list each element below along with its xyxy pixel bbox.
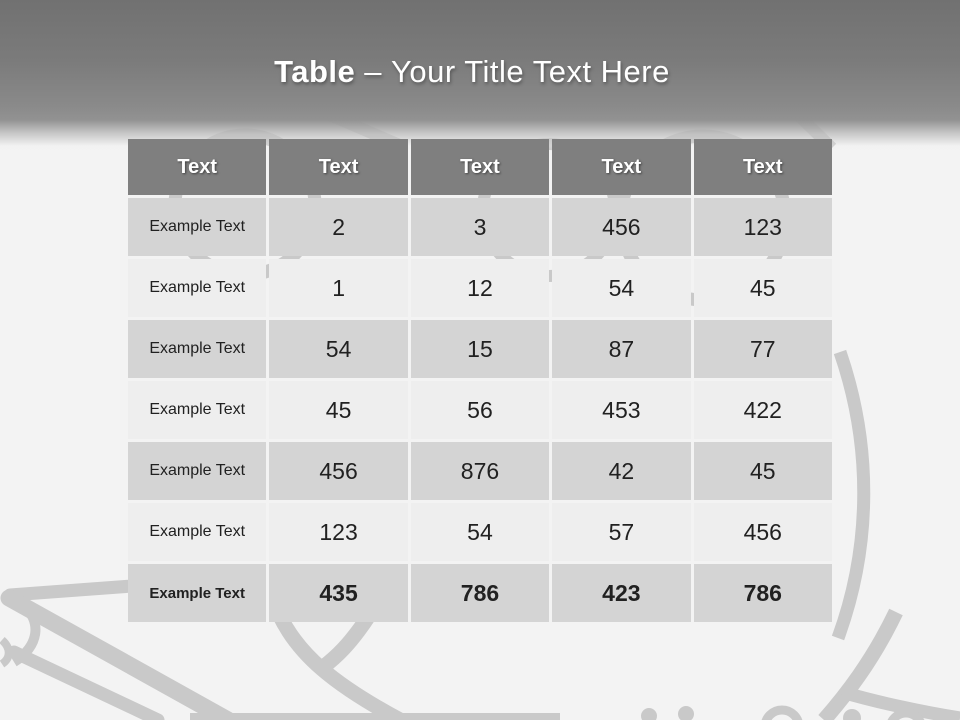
- value-cell: 2: [269, 198, 407, 256]
- table-row: [128, 198, 832, 256]
- data-table: [125, 136, 835, 625]
- value-cell: 54: [411, 503, 549, 561]
- header-cell: Text: [411, 139, 549, 195]
- value-cell: 876: [411, 442, 549, 500]
- value-cell: 453: [552, 381, 690, 439]
- slide-title: [0, 54, 944, 90]
- table-header: [128, 139, 832, 195]
- table-row: [128, 259, 832, 317]
- table-row: [128, 320, 832, 378]
- row-label-cell: Example Text: [128, 503, 266, 561]
- table-header-row: [128, 139, 832, 195]
- row-label-cell: Example Text: [128, 198, 266, 256]
- value-cell: 45: [694, 442, 832, 500]
- value-cell: 77: [694, 320, 832, 378]
- table-body: [128, 198, 832, 622]
- value-cell: 54: [269, 320, 407, 378]
- header-cell: Text: [128, 139, 266, 195]
- header-cell: Text: [694, 139, 832, 195]
- value-cell: 123: [269, 503, 407, 561]
- row-label-cell: Example Text: [128, 381, 266, 439]
- title-keyword: Table: [274, 54, 356, 89]
- title-separator: –: [364, 54, 383, 89]
- value-cell: 12: [411, 259, 549, 317]
- value-cell: 56: [411, 381, 549, 439]
- table-row: [128, 564, 832, 622]
- title-band: [0, 0, 960, 152]
- value-cell: 456: [269, 442, 407, 500]
- row-label-cell: Example Text: [128, 259, 266, 317]
- value-cell: 456: [552, 198, 690, 256]
- value-cell: 15: [411, 320, 549, 378]
- value-cell: 435: [269, 564, 407, 622]
- value-cell: 3: [411, 198, 549, 256]
- value-cell: 45: [269, 381, 407, 439]
- value-cell: 42: [552, 442, 690, 500]
- value-cell: 87: [552, 320, 690, 378]
- table-row: [128, 381, 832, 439]
- value-cell: 786: [411, 564, 549, 622]
- value-cell: 54: [552, 259, 690, 317]
- value-cell: 45: [694, 259, 832, 317]
- value-cell: 423: [552, 564, 690, 622]
- value-cell: 1: [269, 259, 407, 317]
- row-label-cell: Example Text: [128, 564, 266, 622]
- value-cell: 57: [552, 503, 690, 561]
- value-cell: 456: [694, 503, 832, 561]
- header-cell: Text: [552, 139, 690, 195]
- value-cell: 422: [694, 381, 832, 439]
- table-row: [128, 503, 832, 561]
- title-text: Your Title Text Here: [391, 54, 670, 89]
- header-cell: Text: [269, 139, 407, 195]
- row-label-cell: Example Text: [128, 320, 266, 378]
- row-label-cell: Example Text: [128, 442, 266, 500]
- value-cell: 123: [694, 198, 832, 256]
- table-row: [128, 442, 832, 500]
- value-cell: 786: [694, 564, 832, 622]
